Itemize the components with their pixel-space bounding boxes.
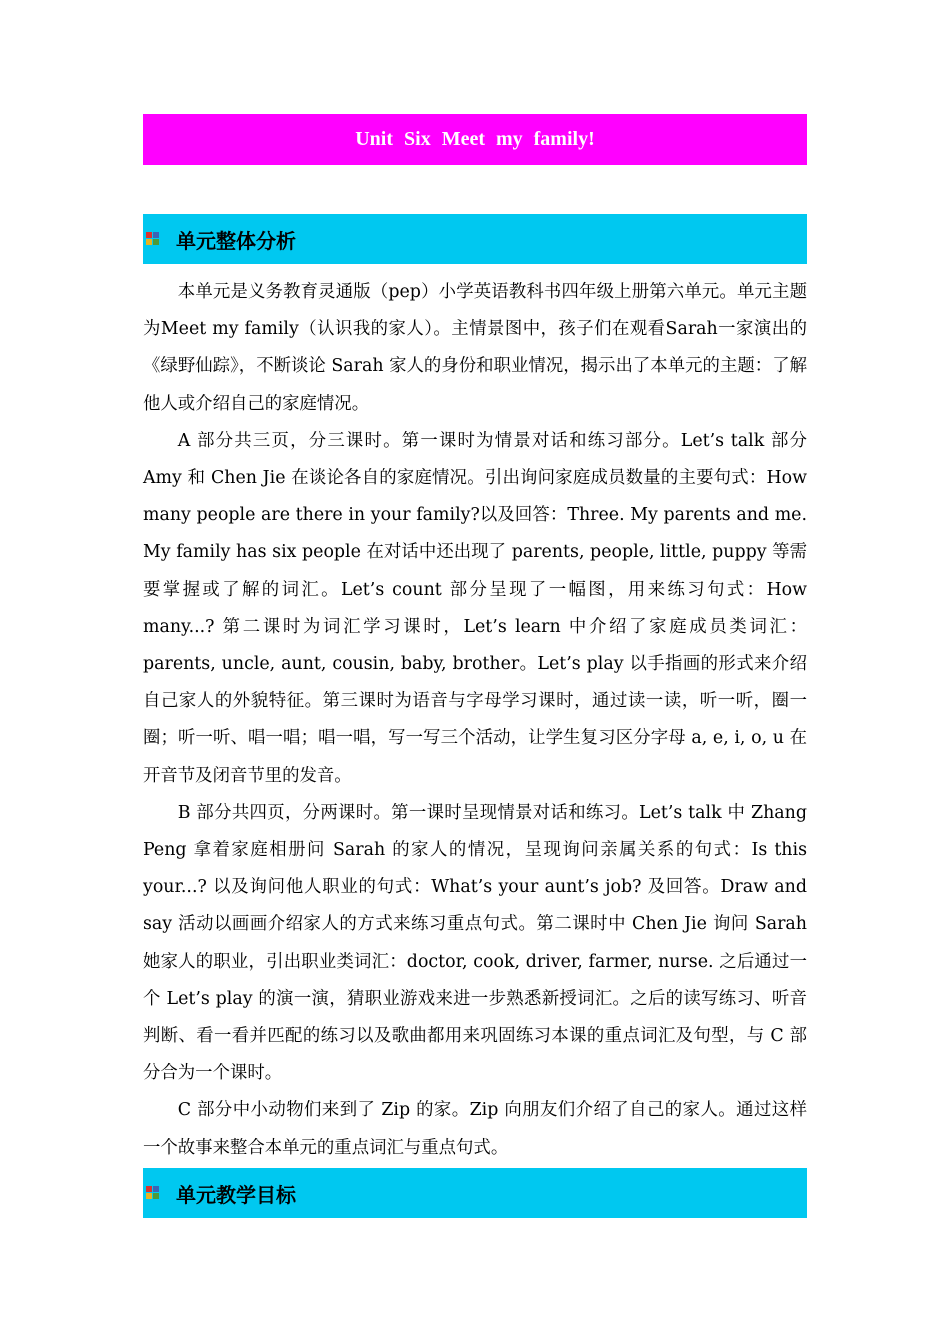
bullet-squares-icon [146,232,160,246]
paragraph: C 部分中小动物们来到了 Zip 的家。Zip 向朋友们介绍了自己的家人。通过这样一个故事来整合本单元的重点词汇与重点句式。 [143,1100,807,1158]
analysis-body [143,274,807,1167]
paragraph: A 部分共三页，分三课时。第一课时为情景对话和练习部分。Let’s talk 部分 Amy 和 Chen Jie 在谈论各自的家庭情况。引出询问家庭成员数量的主要句式：How many people are there in your family?以及回答：Three. My parents and me. My family has six people 在对话中还出现了 parents, people, little, puppy 等需要掌握或了解的词汇。Let’s count 部分呈现了一幅图，用来练习句式：How many...? 第二课时为词汇学习课时，Let’s learn 中介绍了家庭成员类词汇：parents, uncle, aunt, cousin, baby, brother。Let’s play 以手指画的形式来介绍自己家人的外貌特征。第三课时为语音与字母学习课时，通过读一读，听一听，圈一圈；听一听、唱一唱；唱一唱，写一写三个活动，让学生复习区分字母 a, e, i, o, u 在开音节及闭音节里的发音。 [143,430,807,786]
section-header-analysis [143,214,807,264]
paragraph: 本单元是义务教育灵通版（pep）小学英语教科书四年级上册第六单元。单元主题为Meet my family（认识我的家人）。主情景图中，孩子们在观看Sarah一家演出的《绿野仙踪》，不断谈论 Sarah 家人的身份和职业情况，揭示出了本单元的主题：了解他人或介绍自己的家庭情况。 [143,282,807,414]
bullet-squares-icon [146,1186,160,1200]
title-banner [143,114,807,165]
page-title: Unit Six Meet my family! [355,128,595,150]
section-title: 单元整体分析 [176,228,296,253]
section-header-goals [143,1168,807,1218]
section-title: 单元教学目标 [176,1182,296,1207]
paragraph: B 部分共四页，分两课时。第一课时呈现情景对话和练习。Let’s talk 中 Zhang Peng 拿着家庭相册问 Sarah 的家人的情况，呈现询问亲属关系的句式：Is this your...? 以及询问他人职业的句式：What’s your aunt’s job? 及回答。Draw and say 活动以画画介绍家人的方式来练习重点句式。第二课时中 Chen Jie 询问 Sarah 她家人的职业，引出职业类词汇：doctor, cook, driver, farmer, nurse. 之后通过一个 Let’s play 的演一演，猜职业游戏来进一步熟悉新授词汇。之后的读写练习、听音判断、看一看并匹配的练习以及歌曲都用来巩固练习本课的重点词汇及句型，与 C 部分合为一个课时。 [143,802,807,1084]
